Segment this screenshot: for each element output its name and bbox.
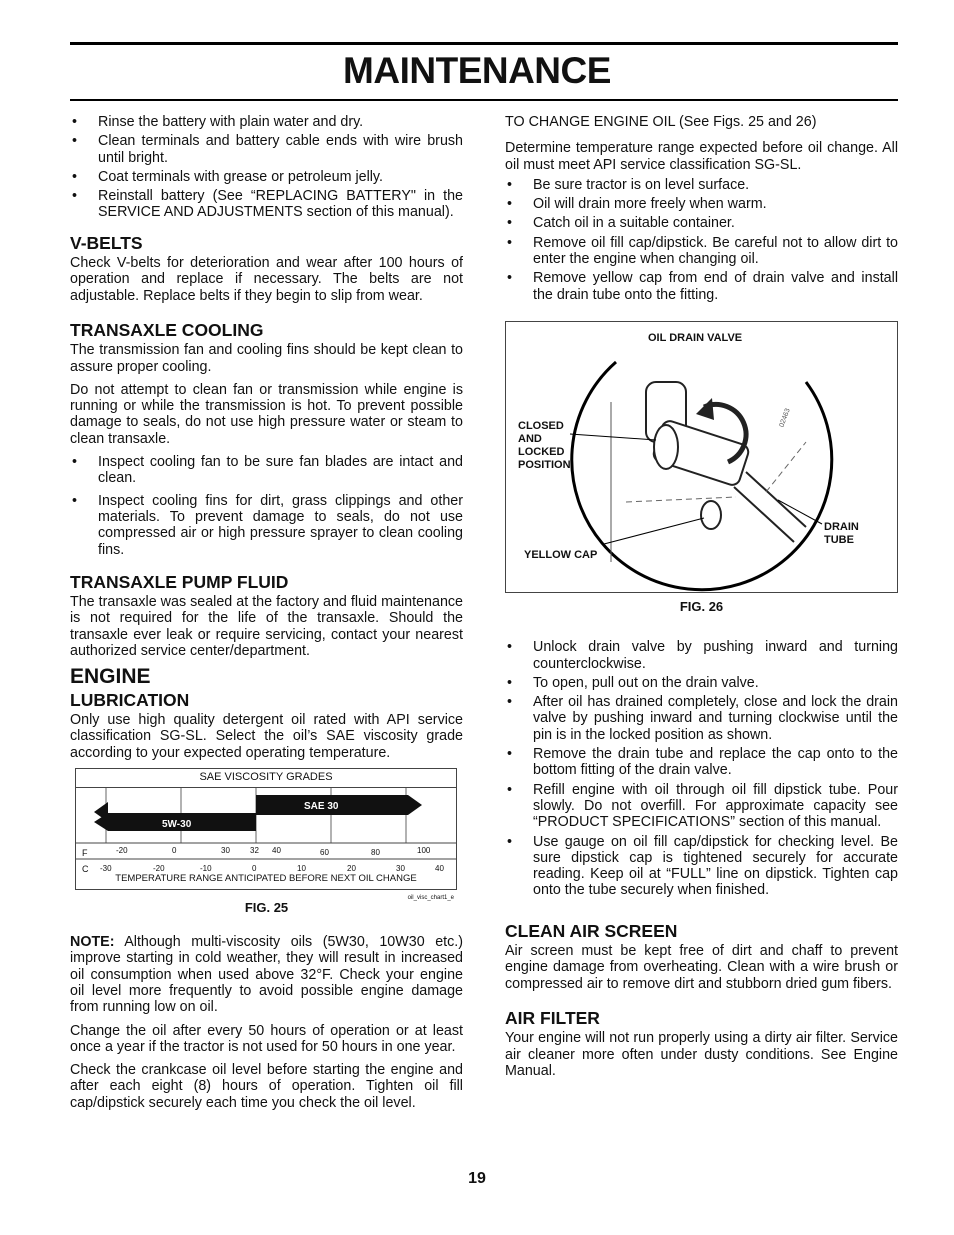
tick-label: -20 <box>153 863 165 873</box>
title-underline <box>70 99 898 101</box>
note-text: Although multi-viscosity oils (5W30, 10W30 etc.) improve starting in cold weather, they will result in increased oil consumption when used above 32°F. Check your engine oil level more frequently to avoid possible engine damage from running low on oil. <box>70 934 463 1016</box>
note-label: NOTE: <box>70 934 115 951</box>
c-axis-label: C <box>82 863 89 874</box>
list-item: • To open, pull out on the drain valve. <box>505 675 898 691</box>
label-line: CLOSED <box>518 419 564 432</box>
engine-heading: ENGINE <box>70 665 151 689</box>
list-item: • Unlock drain valve by pushing inward and turning counterclockwise. <box>505 639 898 672</box>
right-column <box>505 114 898 1086</box>
drain-valve-figure <box>505 321 898 593</box>
list-item: • Clean terminals and battery cable ends with wire brush until bright. <box>70 133 463 166</box>
fig26-caption: FIG. 26 <box>679 598 724 614</box>
tick-label: 0 <box>252 863 257 873</box>
list-item: • Inspect cooling fins for dirt, grass clippings and other materials. To prevent damage to seals, do not use compressed air or high pressure sprayer to clean cooling fins. <box>70 493 463 558</box>
tick-label: 10 <box>297 863 306 873</box>
top-rule <box>70 42 898 45</box>
chart-footer: TEMPERATURE RANGE ANTICIPATED BEFORE NEXT OIL CHANGE <box>115 872 417 884</box>
label-line: LOCKED <box>518 445 565 458</box>
tick-label: 30 <box>396 863 405 873</box>
list-item: • Coat terminals with grease or petroleum jelly. <box>70 169 463 185</box>
tick-label: 60 <box>320 847 329 857</box>
air-filter-heading: AIR FILTER <box>505 1007 600 1028</box>
check-oil-text: Check the crankcase oil level before starting the engine and after each eight (8) hours of operation. Tighten oil fill cap/dipstick securely each time you check the oil level. <box>70 1062 463 1111</box>
lubrication-text: Only use high quality detergent oil rated with API service classification SG-SL. Select the oil’s SAE viscosity grade according to your expected operating temperature. <box>70 711 463 761</box>
f-axis-label: F <box>82 847 88 858</box>
list-item: • Remove oil fill cap/dipstick. Be careful not to allow dirt to enter the engine when changing oil. <box>505 235 898 268</box>
sae30-bar <box>256 795 422 815</box>
air-filter-text: Your engine will not run properly using a dirty air filter. Service air cleaner more often under dusty conditions. See Engine Manual. <box>505 1030 898 1079</box>
transaxle-pump-heading: TRANSAXLE PUMP FLUID <box>70 571 289 592</box>
list-item: • After oil has drained completely, close and lock the drain valve by pushing inward and turning clockwise until the pin is in the locked position as shown. <box>505 694 898 743</box>
change-oil-text: Change the oil after every 50 hours of operation or at least once a year if the tractor is not used for 50 hours in one year. <box>70 1022 463 1055</box>
figure-code: 02463 <box>778 407 792 429</box>
lubrication-heading: LUBRICATION <box>70 689 190 710</box>
transaxle-cooling-p2: Do not attempt to clean fan or transmission while engine is running or while the transmission is hot. To prevent possible damage to seals, do not use high pressure water or steam to clean transaxle. <box>70 381 463 447</box>
tick-label: 100 <box>417 845 431 855</box>
clean-air-screen-heading: CLEAN AIR SCREEN <box>505 920 678 941</box>
tick-label: 20 <box>347 863 356 873</box>
list-item: • Be sure tractor is on level surface. <box>505 177 898 193</box>
viscosity-chart <box>75 768 457 901</box>
chart-code: oil_visc_chart1_e <box>407 894 454 901</box>
left-column <box>70 114 463 1118</box>
page-number: 19 <box>468 1170 486 1187</box>
oil-steps-list <box>505 177 898 303</box>
transaxle-cooling-list <box>70 454 463 558</box>
vbelts-heading: V-BELTS <box>70 232 143 253</box>
5w30-label: 5W-30 <box>162 818 192 830</box>
drain-steps-list <box>505 639 898 898</box>
label-line: TUBE <box>824 533 854 546</box>
list-item: • Use gauge on oil fill cap/dipstick for checking level. Be sure dipstick cap is tightened securely for accurate reading. Keep oil at “FULL” line on dipstick. Tighten cap onto the tube securely when finished. <box>505 834 898 899</box>
note-paragraph <box>70 934 463 1015</box>
list-item: • Remove yellow cap from end of drain valve and install the drain tube onto the fitting. <box>505 270 898 303</box>
list-item: • Catch oil in a suitable container. <box>505 215 898 231</box>
sae30-label: SAE 30 <box>304 800 339 812</box>
tick-label: -20 <box>116 845 128 855</box>
label-oil-drain-valve: OIL DRAIN VALVE <box>648 331 743 344</box>
change-oil-intro: Determine temperature range expected before oil change. All oil must meet API service classification SG-SL. <box>505 140 898 173</box>
tick-label: -10 <box>200 863 212 873</box>
label-drain-tube <box>824 521 859 547</box>
vbelts-text: Check V-belts for deterioration and wear after 100 hours of operation and replace if necessary. The belts are not adjustable. Replace belts if they begin to slip from wear. <box>70 255 463 304</box>
tick-label: 32 <box>250 845 259 855</box>
clean-air-screen-text: Air screen must be kept free of dirt and chaff to prevent engine damage from overheating. Clean with a wire brush or compressed air to remove dirt and stubborn dried gum fibers. <box>505 943 898 992</box>
label-yellow-cap: YELLOW CAP <box>524 548 598 561</box>
change-oil-heading: TO CHANGE ENGINE OIL (See Figs. 25 and 26) <box>505 114 817 130</box>
label-line: POSITION <box>518 458 571 471</box>
label-closed-locked <box>518 420 571 472</box>
list-item: • Reinstall battery (See “REPLACING BATTERY" in the SERVICE AND ADJUSTMENTS section of this manual). <box>70 188 463 221</box>
list-item: • Inspect cooling fan to be sure fan blades are intact and clean. <box>70 454 463 487</box>
list-item: • Oil will drain more freely when warm. <box>505 196 898 212</box>
transaxle-cooling-p1: The transmission fan and cooling fins should be kept clean to assure proper cooling. <box>70 342 463 375</box>
label-line: DRAIN <box>824 520 859 533</box>
tick-label: -30 <box>100 863 112 873</box>
fig25-caption: FIG. 25 <box>244 899 289 915</box>
battery-list <box>70 114 463 221</box>
tick-label: 30 <box>221 845 230 855</box>
list-item: • Refill engine with oil through oil fill dipstick tube. Pour slowly. Do not overfill. For approximate capacity see “PRODUCT SPECIFICATIONS” section of this manual. <box>505 782 898 831</box>
list-item: • Remove the drain tube and replace the cap onto to the bottom fitting of the drain valve. <box>505 746 898 779</box>
page-title: MAINTENANCE <box>343 50 611 91</box>
label-line: AND <box>518 432 542 445</box>
transaxle-pump-text: The transaxle was sealed at the factory and fluid maintenance is not required for the life of the transaxle. Should the transaxle ever leak or require servicing, contact your nearest authorized service center/department. <box>70 594 463 660</box>
tick-label: 80 <box>371 847 380 857</box>
transaxle-cooling-heading: TRANSAXLE COOLING <box>70 319 264 340</box>
chart-title: SAE VISCOSITY GRADES <box>199 770 333 783</box>
tick-label: 40 <box>272 845 281 855</box>
tick-label: 40 <box>435 863 444 873</box>
tick-label: 0 <box>172 845 177 855</box>
list-item: • Rinse the battery with plain water and dry. <box>70 114 463 130</box>
